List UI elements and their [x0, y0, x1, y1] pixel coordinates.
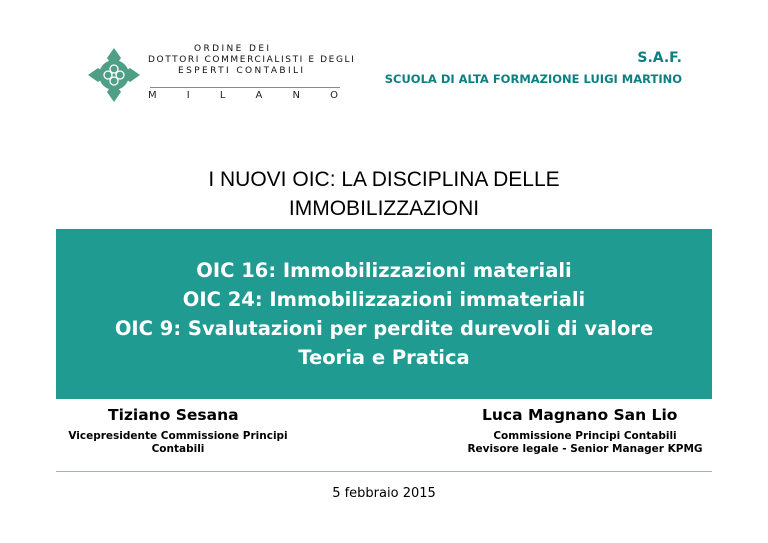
odcec-emblem-icon [86, 46, 142, 104]
logo-line-3: ESPERTI CONTABILI [178, 66, 306, 76]
footer-divider [56, 471, 712, 472]
page-title [0, 165, 768, 223]
city-letter: L [219, 90, 226, 101]
logo-wordmark [148, 44, 356, 77]
city-letter: O [330, 90, 338, 101]
school-name: SCUOLA DI ALTA FORMAZIONE LUIGI MARTINO [384, 72, 682, 86]
topic-line: OIC 24: Immobilizzazioni immateriali [182, 288, 586, 311]
event-date: 5 febbraio 2015 [332, 486, 436, 501]
city-letter: A [255, 90, 263, 101]
city-letter: N [292, 90, 300, 101]
city-letter: M [148, 90, 157, 101]
speaker-right-role-line: Revisore legale - Senior Manager KPMG [467, 443, 703, 455]
topic-line: OIC 16: Immobilizzazioni materiali [196, 259, 572, 282]
logo-line-2: DOTTORI COMMERCIALISTI E DEGLI [148, 55, 356, 65]
speaker-left-role-line: Vicepresidente Commissione Principi [68, 430, 288, 442]
logo-divider [150, 87, 340, 88]
topic-line: OIC 9: Svalutazioni per perdite durevoli di valore [114, 317, 654, 340]
speaker-right-role [450, 430, 720, 456]
speaker-left-role [60, 430, 296, 456]
title-line-2: IMMOBILIZZAZIONI [288, 197, 480, 220]
logo-line-1: ORDINE DEI [194, 44, 272, 54]
speaker-right-role-line: Commissione Principi Contabili [493, 430, 677, 442]
speaker-left-role-line: Contabili [151, 443, 205, 455]
topic-line: Teoria e Pratica [298, 346, 470, 369]
topics-band [56, 229, 712, 399]
speaker-left-name: Tiziano Sesana [108, 406, 239, 424]
logo-city [148, 90, 338, 104]
city-letter: I [186, 90, 190, 101]
speaker-right-name: Luca Magnano San Lio [482, 406, 678, 424]
saf-label: S.A.F. [637, 50, 682, 66]
title-line-1: I NUOVI OIC: LA DISCIPLINA DELLE [208, 168, 560, 191]
